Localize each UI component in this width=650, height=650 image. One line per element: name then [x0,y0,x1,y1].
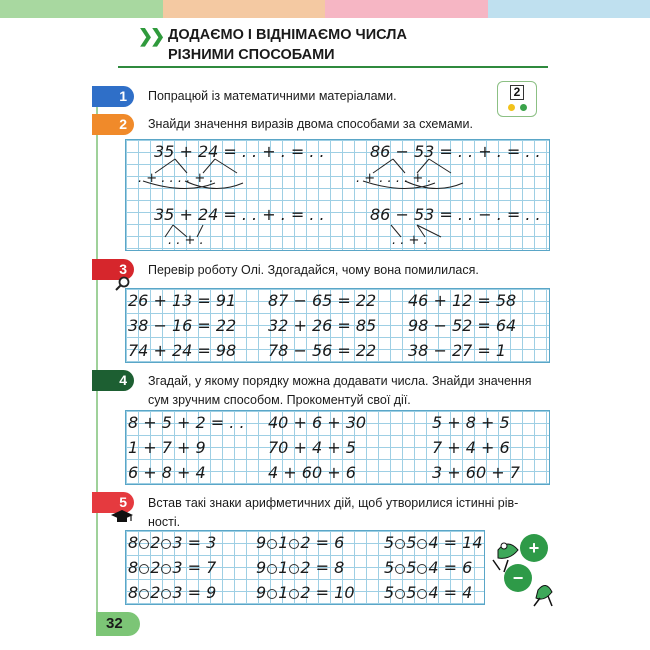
lesson-title [168,25,407,65]
blank-sign-circle[interactable] [417,539,427,549]
traffic-dot-green [520,104,527,111]
difficulty-badge [497,81,537,117]
task-4-text-line2: сум зручним способом. Прокоментуй свої дії. [148,393,411,407]
svg-text:−: − [512,568,524,588]
task-4-r3-c3: 3 + 60 + 7 [432,463,520,482]
lesson-title-line2: РІЗНИМИ СПОСОБАМИ [168,47,335,63]
task-4-r2-c2: 70 + 4 + 5 [268,438,356,457]
task-5-text [148,494,568,532]
task-5-equation: 9 1 2 = 10 [256,583,355,602]
task-number-1: 1 [92,86,134,107]
task-3-r3-c1: 74 + 24 = 98 [128,341,237,360]
blank-sign-circle[interactable] [289,539,299,549]
task-4-text-line1: Згадай, у якому порядку можна додавати числа. Знайди значення [148,374,532,388]
frog-icon [488,530,558,610]
lesson-header [118,20,548,68]
task-4-r1-c3: 5 + 8 + 5 [432,413,510,432]
strip-segment-orange [163,0,326,18]
blank-sign-circle[interactable] [289,589,299,599]
task-3-r2-c1: 38 − 16 = 22 [128,316,237,335]
task-number-4: 4 [92,370,134,391]
task-3-r2-c3: 98 − 52 = 64 [408,316,517,335]
svg-text:+: + [528,538,540,558]
task-4-r1-c1: 8 + 5 + 2 = . . [128,413,245,432]
blank-sign-circle[interactable] [395,539,405,549]
strip-segment-pink [325,0,488,18]
task-5-text-line2: ності. [148,515,181,529]
task-2-left-bottom: 35 + 24 = . . + . = . . [154,205,325,224]
strip-segment-blue [488,0,650,18]
graduation-cap-icon [110,508,134,524]
task-number-5: 5 [92,492,134,513]
task-1-text: Попрацюй із математичними матеріалами. [148,89,397,103]
task-4-r2-c3: 7 + 4 + 6 [432,438,510,457]
task-number-2: 2 [92,114,134,135]
blank-sign-circle[interactable] [417,589,427,599]
blank-sign-circle[interactable] [161,564,171,574]
task-5-equation: 9 1 2 = 6 [256,533,345,552]
task-3-text: Перевір роботу Олі. Здогадайся, чому вона помилилася. [148,263,479,277]
lesson-title-line1: ДОДАЄМО І ВІДНІМАЄМО ЧИСЛА [168,27,407,43]
blank-sign-circle[interactable] [161,539,171,549]
task-5-equation: 5 5 4 = 6 [384,558,473,577]
page-number: 32 [96,612,140,636]
task-2-right-mid: . + . . . . + . [356,171,432,186]
task-2-left-top: 35 + 24 = . . + . = . . [154,142,325,161]
top-color-strip [0,0,650,18]
task-5-equation: 5 5 4 = 4 [384,583,473,602]
blank-sign-circle[interactable] [267,589,277,599]
task-4-r1-c2: 40 + 6 + 30 [268,413,367,432]
task-4-r2-c1: 1 + 7 + 9 [128,438,206,457]
task-2-left-sub: . . + . [168,233,204,248]
left-margin-line [96,90,98,618]
strip-segment-green [0,0,163,18]
blank-sign-circle[interactable] [289,564,299,574]
blank-sign-circle[interactable] [161,589,171,599]
task-3-r3-c2: 78 − 56 = 22 [268,341,377,360]
task-3-r3-c3: 38 − 27 = 1 [408,341,507,360]
blank-sign-circle[interactable] [395,589,405,599]
blank-sign-circle[interactable] [139,539,149,549]
blank-sign-circle[interactable] [395,564,405,574]
task-2-right-sub: . . + . [392,233,428,248]
task-3-r1-c1: 26 + 13 = 91 [128,291,237,310]
task-5-equation: 8 2 3 = 9 [128,583,217,602]
task-2-right-bottom: 86 − 53 = . . − . = . . [370,205,541,224]
task-number-3: 3 [92,259,134,280]
traffic-dot-yellow [508,104,515,111]
task-4-r3-c1: 6 + 8 + 4 [128,463,206,482]
blank-sign-circle[interactable] [267,564,277,574]
task-2-text: Знайди значення виразів двома способами за схемами. [148,117,473,131]
task-5-equation: 9 1 2 = 8 [256,558,345,577]
task-5-equation: 8 2 3 = 3 [128,533,217,552]
task-2-left-mid: . + . . . . + . [138,171,214,186]
badge-number: 2 [510,85,524,100]
task-3-r1-c2: 87 − 65 = 22 [268,291,377,310]
task-5-equation: 8 2 3 = 7 [128,558,217,577]
task-2-right-top: 86 − 53 = . . + . = . . [370,142,541,161]
blank-sign-circle[interactable] [417,564,427,574]
task-4-r3-c2: 4 + 60 + 6 [268,463,356,482]
task-4-text [148,372,568,410]
blank-sign-circle[interactable] [139,589,149,599]
double-chevron-icon: ❯❯ [138,26,163,46]
task-3-r2-c2: 32 + 26 = 85 [268,316,377,335]
blank-sign-circle[interactable] [139,564,149,574]
task-5-text-line1: Встав такі знаки арифметичних дій, щоб утворилися істинні рів- [148,496,519,510]
task-5-equation: 5 5 4 = 14 [384,533,483,552]
blank-sign-circle[interactable] [267,539,277,549]
task-3-r1-c3: 46 + 12 = 58 [408,291,517,310]
